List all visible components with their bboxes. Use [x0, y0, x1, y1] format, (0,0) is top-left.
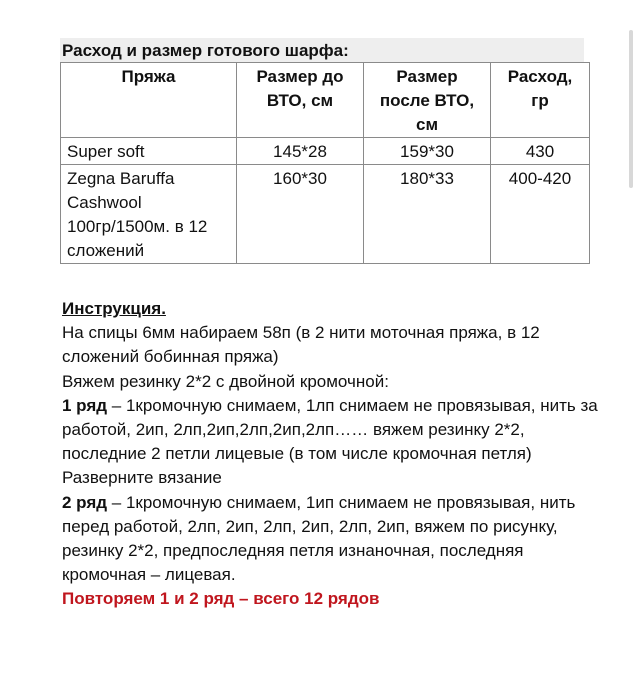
- row-2-text: – 1кромочную снимаем, 1ип снимаем не провязывая, нить перед работой, 2лп, 2ип, 2лп, 2ип, 2лп, 2ип, вяжем по рисунку, резинку 2*2, предпоследняя петля изнаночная, последняя кромочная – лицевая.: [62, 492, 576, 585]
- row-1-paragraph: [62, 394, 602, 467]
- top-strip: [0, 0, 636, 36]
- scrollbar[interactable]: [629, 30, 633, 188]
- row-2-label: 2 ряд: [62, 492, 108, 512]
- cell-size-after: 159*30: [364, 138, 491, 165]
- table-row: [61, 138, 590, 165]
- row-2-paragraph: [62, 491, 602, 588]
- table-row: [61, 165, 590, 264]
- row-1-label: 1 ряд: [62, 395, 108, 415]
- cell-yarn: Super soft: [61, 138, 237, 165]
- table-header-row: [61, 63, 590, 138]
- cell-size-before: 145*28: [237, 138, 364, 165]
- cell-size-after: 180*33: [364, 165, 491, 264]
- rib-text: Вяжем резинку 2*2 с двойной кромочной:: [62, 371, 389, 391]
- yarn-table: [60, 62, 590, 264]
- header-size-before: Размер до ВТО, см: [237, 63, 364, 138]
- cell-size-before: 160*30: [237, 165, 364, 264]
- table-caption: Расход и размер готового шарфа:: [62, 41, 349, 60]
- intro-text: На спицы 6мм набираем 58п (в 2 нити моточная пряжа, в 12 сложений бобинная пряжа): [62, 323, 540, 367]
- instructions-heading: Инструкция.: [62, 299, 166, 318]
- turn-text: Разверните вязание: [62, 468, 222, 488]
- cell-yarn: Zegna Baruffa Cashwool 100гр/1500м. в 12 сложений: [61, 165, 237, 264]
- header-size-after: Размер после ВТО, см: [364, 63, 491, 138]
- cell-consumption: 430: [491, 138, 590, 165]
- header-yarn: Пряжа: [61, 63, 237, 138]
- repeat-text: Повторяем 1 и 2 ряд – всего 12 рядов: [62, 589, 380, 609]
- cell-consumption: 400-420: [491, 165, 590, 264]
- row-1-text: – 1кромочную снимаем, 1лп снимаем не провязывая, нить за работой, 2ип, 2лп,2ип,2лп,2ип,2лп…… вяжем резинку 2*2, последние 2 петли лицевые (в том числе кромочная петля): [62, 395, 598, 464]
- header-consumption: Расход, гр: [491, 63, 590, 138]
- instructions: [62, 297, 602, 612]
